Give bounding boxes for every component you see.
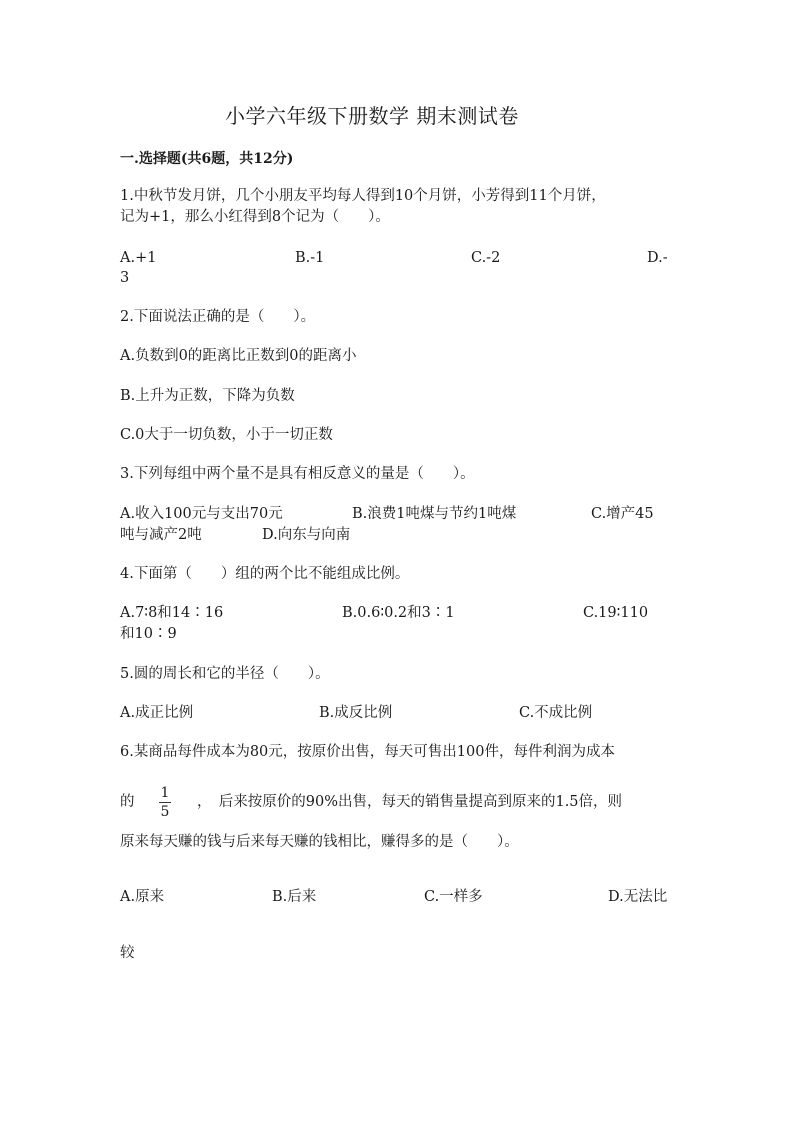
- question-4-option-a[interactable]: A.7∶8和14∶16: [120, 605, 224, 621]
- section-heading: 一.选择题(共6题，共12分): [120, 151, 294, 167]
- question-1-option-a[interactable]: A.+1: [120, 250, 157, 266]
- question-1-option-b[interactable]: B.-1: [295, 250, 325, 266]
- question-1-line-1: 1.中秋节发月饼，几个小朋友平均每人得到10个月饼，小芳得到11个月饼，: [120, 188, 606, 204]
- fraction-one-fifth: [159, 785, 171, 820]
- question-6-line-2-end: ， 后来按原价的90%出售，每天的销售量提高到原来的1.5倍，则: [197, 794, 623, 810]
- fraction-numerator: 1: [160, 785, 170, 801]
- question-2-option-b[interactable]: B.上升为正数，下降为负数: [120, 388, 295, 404]
- page-title: 小学六年级下册数学 期末测试卷: [225, 104, 519, 128]
- question-1-option-c[interactable]: C.-2: [471, 250, 501, 266]
- question-3-option-b[interactable]: B.浪费1吨煤与节约1吨煤: [352, 506, 517, 522]
- question-6-line-1: 6.某商品每件成本为80元，按原价出售，每天可售出100件，每件利润为成本: [120, 744, 615, 760]
- question-2-stem: 2.下面说法正确的是（ ）。: [120, 309, 316, 325]
- question-1-line-2: 记为+1，那么小红得到8个记为（ ）。: [120, 209, 390, 225]
- question-3-stem: 3.下列每组中两个量不是具有相反意义的量是（ ）。: [120, 466, 475, 482]
- question-6-option-a[interactable]: A.原来: [120, 889, 165, 905]
- question-5-option-a[interactable]: A.成正比例: [120, 705, 194, 721]
- question-6-option-d[interactable]: D.无法比: [608, 889, 668, 905]
- question-5-option-c[interactable]: C.不成比例: [519, 705, 593, 721]
- fraction-bar: [159, 802, 171, 803]
- question-6-line-3: 原来每天赚的钱与后来每天赚的钱相比，赚得多的是（ ）。: [120, 834, 519, 850]
- question-3-option-c-wrap: 吨与减产2吨: [120, 527, 202, 543]
- question-2-option-c[interactable]: C.0大于一切负数，小于一切正数: [120, 427, 333, 443]
- question-6-line-2-start: 的: [120, 794, 135, 810]
- fraction-denominator: 5: [160, 804, 170, 820]
- question-4-stem: 4.下面第（ ）组的两个比不能组成比例。: [120, 566, 410, 582]
- question-5-option-b[interactable]: B.成反比例: [319, 705, 393, 721]
- question-4-option-c[interactable]: C.19∶110: [583, 605, 649, 621]
- question-6-option-c[interactable]: C.一样多: [424, 889, 483, 905]
- question-3-option-d[interactable]: D.向东与向南: [262, 527, 351, 543]
- question-3-option-c[interactable]: C.增产45: [591, 506, 654, 522]
- question-1-option-d-wrap: 3: [120, 270, 130, 286]
- question-6-option-d-wrap: 较: [120, 945, 135, 961]
- question-1-option-d[interactable]: D.-: [647, 250, 668, 266]
- question-4-option-c-wrap: 和10∶9: [120, 626, 177, 642]
- question-6-option-b[interactable]: B.后来: [272, 889, 317, 905]
- question-5-stem: 5.圆的周长和它的半径（ ）。: [120, 666, 330, 682]
- question-3-option-a[interactable]: A.收入100元与支出70元: [120, 506, 283, 522]
- question-4-option-b[interactable]: B.0.6∶0.2和3∶1: [342, 605, 455, 621]
- question-2-option-a[interactable]: A.负数到0的距离比正数到0的距离小: [120, 348, 357, 364]
